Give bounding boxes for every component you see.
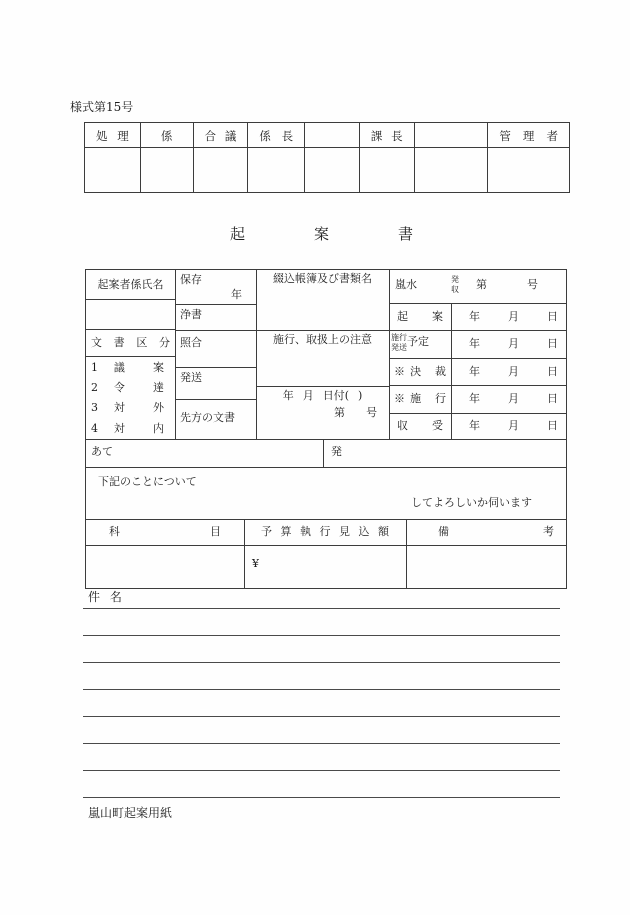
approval-header: 処 理 [85,123,140,148]
receipt-stack [451,275,459,294]
writing-line [83,608,560,609]
page-title: 起 案 書 [230,225,413,243]
grid-line [86,439,566,440]
writing-line [83,689,560,690]
approval-col-gogi [194,123,249,192]
stamp-cell [141,148,193,192]
receipt-counter: 第 [476,278,487,291]
ref-date-line: 年 月 日付( ) [282,389,363,402]
planned-dispatch-label [389,333,451,352]
clean-copy-label: 浄書 [180,308,202,321]
budget-subject-header: 科 目 [109,525,221,538]
approval-header [415,123,488,148]
receipt-prefix: 嵐水 [395,278,417,291]
approval-header: 課 長 [360,123,414,148]
budget-amount-header: 予 算 執 行 見 込 額 [261,525,389,538]
addressee-label: あて [91,445,113,458]
approval-header: 合 議 [194,123,248,148]
approval-header [305,123,359,148]
approval-col-kakari [141,123,194,192]
stamp-cell [488,148,569,192]
grid-line [86,545,566,546]
stamp-cell [85,148,140,192]
planned-dispatch-top: 施行 [391,333,407,342]
writing-line [83,635,560,636]
grid-line [256,386,389,387]
other-party-doc-label: 先方の文書 [180,411,235,424]
approval-header: 係 長 [248,123,304,148]
writing-line [83,770,560,771]
receipt-stack-top: 発 [451,275,459,284]
grid-line [175,330,256,331]
writing-line [83,743,560,744]
doc-category-list [86,358,175,439]
grid-line [323,439,324,467]
approval-col-kakaricho [248,123,305,192]
grid-line [389,385,566,386]
planned-dispatch-bottom: 発送 [391,342,407,352]
draft-date-field: 年 月 日 [469,310,558,323]
grid-line [175,367,256,368]
execution-date-label: ※施 行 [394,392,446,405]
approval-col-blank1 [305,123,360,192]
writing-line [83,716,560,717]
stamp-cell [305,148,359,192]
writing-line [83,797,560,798]
body-phrase-closing: してよろしいか伺います [411,496,532,509]
budget-note-header: 備 考 [438,525,554,538]
receipt-number-row [389,270,566,303]
grid-line [389,413,566,414]
approval-header: 係 [141,123,193,148]
grid-line [389,330,566,331]
approval-col-kanrisha [488,123,569,192]
stamp-cell [248,148,304,192]
approval-date-label: ※決 裁 [394,365,446,378]
body-phrase-opening: 下記のことについて [98,475,197,488]
approval-col-shori [85,123,141,192]
approval-stamp-table [84,122,570,193]
doc-category-item: 3 対 外 [91,401,164,415]
draft-date-label: 起 案 [397,310,443,323]
dispatch-label: 発送 [180,371,202,384]
doc-category-item: 1 議 案 [91,361,164,374]
drafter-name-label: 起案者係氏名 [97,278,164,291]
writing-line [83,662,560,663]
form-number: 様式第15号 [70,100,134,114]
footer-paper-name: 嵐山町起案用紙 [88,806,173,820]
binder-label: 綴込帳簿及び書類名 [273,272,372,285]
execution-date-field: 年 月 日 [469,392,558,405]
doc-category-item: 4 対 内 [91,421,164,435]
approval-col-kacho [360,123,415,192]
stamp-cell [360,148,414,192]
approval-date-field: 年 月 日 [469,365,558,378]
grid-line [175,399,256,400]
stamp-cell [415,148,488,192]
grid-line [389,303,566,304]
drafter-name-field [86,299,175,329]
planned-dispatch-suffix: 予定 [407,335,429,349]
approval-header: 管 理 者 [488,123,569,148]
preserve-years-unit: 年 [231,288,242,301]
grid-line [389,358,566,359]
planned-dispatch-date-field: 年 月 日 [469,337,558,350]
receipt-suffix: 号 [527,278,538,291]
grid-line [86,329,175,330]
receipt-stack-bottom: 収 [451,284,459,294]
collate-label: 照合 [180,336,202,349]
grid-line [86,467,566,468]
subject-writing-lines [83,608,560,803]
ref-number-line: 第 号 [334,406,378,419]
grid-line [86,356,175,357]
caution-label: 施行、取扱上の注意 [273,333,372,346]
grid-line [175,304,256,305]
grid-line [256,330,389,331]
grid-line [86,519,566,520]
doc-category-label: 文 書 区 分 [91,336,170,349]
yen-sign: ¥ [252,557,259,570]
doc-category-item: 2 令 達 [91,381,164,395]
receipt-date-label: 収 受 [397,419,443,432]
approval-col-blank2 [415,123,489,192]
planned-dispatch-stack [391,333,407,352]
sender-label: 発 [331,445,342,458]
subject-label: 件 名 [88,590,122,604]
receipt-date-field: 年 月 日 [469,419,558,432]
stamp-cell [194,148,248,192]
main-form-table [85,269,567,589]
preserve-label: 保存 [180,273,202,286]
